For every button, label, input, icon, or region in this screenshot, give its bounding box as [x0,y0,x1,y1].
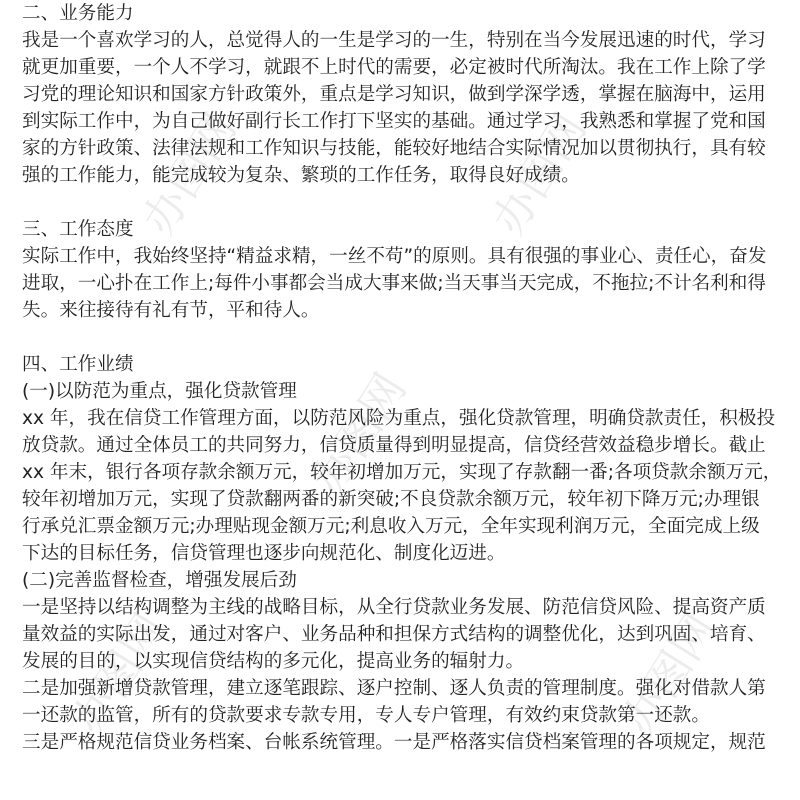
spacer [22,324,784,351]
paragraph-line: 三是严格规范信贷业务档案、台帐系统管理。一是严格落实信贷档案管理的各项规定，规范 [22,732,766,753]
watermark-1: 办图网 [133,104,247,244]
paragraph-line: xx 年末，银行各项存款余额万元，较年初增加万元，实现了存款翻一番;各项贷款余额万元， [22,462,782,483]
paragraph-line: 失。来往接待有礼有节，平和待人。 [22,300,320,321]
paragraph-line: 二是加强新增贷款管理，建立逐笔跟踪、逐户控制、逐人负责的管理制度。强化对借款人第 [22,678,766,699]
paragraph-line: 较年初增加万元，实现了贷款翻两番的新突破;不良贷款余额万元，较年初下降万元;办理银 [22,489,760,510]
section-heading: 三、工作态度 [22,219,134,240]
watermark-2: 办图网 [483,104,597,244]
paragraph-line: 就更加重要，一个人不学习，就跟不上时代的需要，必定被时代所淘汰。我在工作上除了学 [22,57,766,78]
paragraph-line: 行承兑汇票金额万元;办理贴现金额万元;利息收入万元，全年实现利润万元，全面完成上级 [22,516,760,537]
watermark-5: 办图网 [613,604,727,744]
document-body [22,0,784,756]
paragraph-line: 家的方针政策、法律法规和工作知识与技能，能较好地结合实际情况加以贯彻执行，具有较 [22,138,766,159]
paragraph-line: 到实际工作中，为自己做好副行长工作打下坚实的基础。通过学习，我熟悉和掌握了党和国 [22,111,766,132]
paragraph-line: xx 年，我在信贷工作管理方面，以防范风险为重点，强化贷款管理，明确贷款责任，积极投 [22,408,776,429]
section-heading: 二、业务能力 [22,3,134,24]
subsection-heading: (二)完善监督检查，增强发展后劲 [22,570,297,591]
spacer [22,189,784,216]
watermark-3: 办图网 [303,364,417,504]
section-heading: 四、工作业绩 [22,354,134,375]
paragraph-line: 实际工作中，我始终坚持“精益求精，一丝不苟”的原则。具有很强的事业心、责任心，奋发 [22,246,767,267]
paragraph-line: 一是坚持以结构调整为主线的战略目标，从全行贷款业务发展、防范信贷风险、提高资产质 [22,597,766,618]
paragraph-line: 进取，一心扑在工作上;每件小事都会当成大事来做;当天事当天完成，不拖拉;不计名利和得 [22,273,766,294]
paragraph-line: 强的工作能力，能完成较为复杂、繁琐的工作任务，取得良好成绩。 [22,165,580,186]
subsection-heading: (一)以防范为重点，强化贷款管理 [22,381,297,402]
watermark-4: 办图网 [63,604,177,744]
paragraph-line: 一还款的监管，所有的贷款要求专款专用，专人专户管理，有效约束贷款第一还款。 [22,705,710,726]
paragraph-line: 量效益的实际出发，通过对客户、业务品种和担保方式结构的调整优化，达到巩固、培育、 [22,624,766,645]
paragraph-line: 我是一个喜欢学习的人，总觉得人的一生是学习的一生，特别在当今发展迅速的时代，学习 [22,30,766,51]
paragraph-line: 发展的目的，以实现信贷结构的多元化，提高业务的辐射力。 [22,651,525,672]
paragraph-line: 放贷款。通过全体员工的共同努力，信贷质量得到明显提高，信贷经营效益稳步增长。截止 [22,435,766,456]
paragraph-line: 习党的理论知识和国家方针政策外，重点是学习知识，做到学深学透，掌握在脑海中，运用 [22,84,766,105]
paragraph-line: 下达的目标任务，信贷管理也逐步向规范化、制度化迈进。 [22,543,506,564]
